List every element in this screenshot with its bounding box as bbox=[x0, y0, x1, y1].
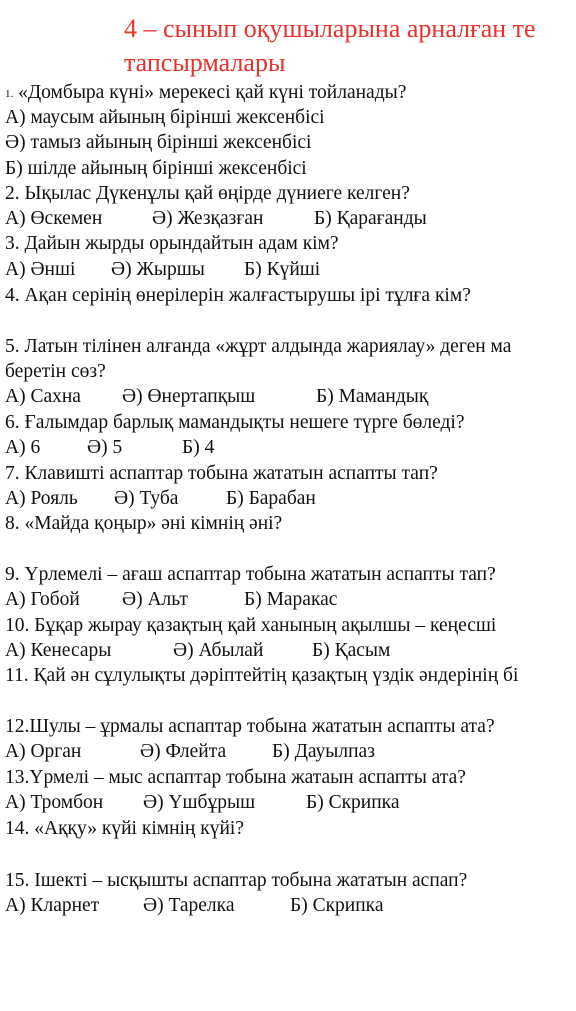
question-15-option-ae: Ә) Тарелка bbox=[143, 895, 235, 916]
question-6-option-a: А) 6 bbox=[5, 437, 41, 458]
question-9: 9. Үрлемелі – ағаш аспаптар тобына жататын аспапты тап? bbox=[5, 564, 496, 585]
question-11: 11. Қай ән сұлулықты дәріптейтің қазақтың үздік әндерінің бі bbox=[5, 665, 519, 686]
title-line-2: тапсырмалары bbox=[124, 48, 286, 77]
question-7: 7. Клавишті аспаптар тобына жататын аспапты тап? bbox=[5, 463, 438, 484]
question-1-option-b: Б) шілде айының бірінші жексенбісі bbox=[5, 158, 307, 179]
question-4: 4. Ақан серінің өнерілерін жалғастырушы ірі тұлға кім? bbox=[5, 285, 471, 306]
question-13-option-a: А) Тромбон bbox=[5, 792, 104, 813]
question-2-option-ae: Ә) Жезқазған bbox=[152, 208, 264, 229]
question-6-option-b: Б) 4 bbox=[182, 437, 215, 458]
question-7-option-a: А) Рояль bbox=[5, 488, 78, 509]
question-6: 6. Ғалымдар барлық мамандықты нешеге түрге бөледі? bbox=[5, 412, 465, 433]
question-2-option-a: А) Өскемен bbox=[5, 208, 103, 229]
question-6-option-ae: Ә) 5 bbox=[87, 437, 123, 458]
question-12: 12.Шулы – ұрмалы аспаптар тобына жататын аспапты ата? bbox=[5, 716, 495, 737]
question-10-option-ae: Ә) Абылай bbox=[173, 640, 264, 661]
question-5-continuation: беретін сөз? bbox=[5, 361, 106, 382]
question-13-option-b: Б) Скрипка bbox=[306, 792, 400, 813]
question-1-option-a: А) маусым айының бірінші жексенбісі bbox=[5, 107, 325, 128]
question-9-option-a: А) Гобой bbox=[5, 589, 80, 610]
document-title bbox=[124, 12, 576, 80]
question-8: 8. «Майда қоңыр» әні кімнің әні? bbox=[5, 513, 283, 534]
question-7-option-b: Б) Барабан bbox=[226, 488, 316, 509]
question-15-option-b: Б) Скрипка bbox=[290, 895, 384, 916]
question-5-option-ae: Ә) Өнертапқыш bbox=[122, 386, 256, 407]
question-10-option-a: А) Кенесары bbox=[5, 640, 112, 661]
question-12-option-a: А) Орган bbox=[5, 741, 82, 762]
question-13: 13.Үрмелі – мыс аспаптар тобына жатаын аспапты ата? bbox=[5, 767, 466, 788]
question-15-option-a: А) Кларнет bbox=[5, 895, 100, 916]
question-2: 2. Ықылас Дүкенұлы қай өңірде дүниеге келген? bbox=[5, 183, 410, 204]
question-2-option-b: Б) Қарағанды bbox=[314, 208, 427, 229]
question-3: 3. Дайын жырды орындайтын адам кім? bbox=[5, 233, 339, 254]
question-5-option-b: Б) Мамандық bbox=[316, 386, 429, 407]
question-12-option-ae: Ә) Флейта bbox=[140, 741, 227, 762]
question-12-option-b: Б) Дауылпаз bbox=[272, 741, 375, 762]
question-3-option-ae: Ә) Жыршы bbox=[111, 259, 205, 280]
question-9-option-ae: Ә) Альт bbox=[122, 589, 188, 610]
question-3-option-a: А) Әнші bbox=[5, 259, 76, 280]
question-5: 5. Латын тілінен алғанда «жұрт алдында жариялау» деген ма bbox=[5, 336, 512, 357]
question-14: 14. «Аққу» күйі кімнің күйі? bbox=[5, 818, 244, 839]
question-13-option-ae: Ә) Үшбұрыш bbox=[143, 792, 256, 813]
title-line-1: 4 – сынып оқушыларына арналған те bbox=[124, 14, 536, 43]
question-1-text: «Домбыра күні» мерекесі қай күні тойланады? bbox=[18, 82, 407, 103]
question-7-option-ae: Ә) Туба bbox=[114, 488, 179, 509]
question-3-option-b: Б) Күйші bbox=[244, 259, 321, 280]
question-1-number: 1. bbox=[5, 88, 14, 100]
question-10-option-b: Б) Қасым bbox=[312, 640, 391, 661]
question-1 bbox=[5, 81, 406, 106]
question-15: 15. Ішекті – ысқышты аспаптар тобына жататын аспап? bbox=[5, 870, 468, 891]
question-10: 10. Бұқар жырау қазақтың қай ханының ақылшы – кеңесші bbox=[5, 615, 497, 636]
question-1-option-ae: Ә) тамыз айының бірінші жексенбісі bbox=[5, 132, 312, 153]
question-5-option-a: А) Сахна bbox=[5, 386, 81, 407]
question-9-option-b: Б) Маракас bbox=[244, 589, 338, 610]
